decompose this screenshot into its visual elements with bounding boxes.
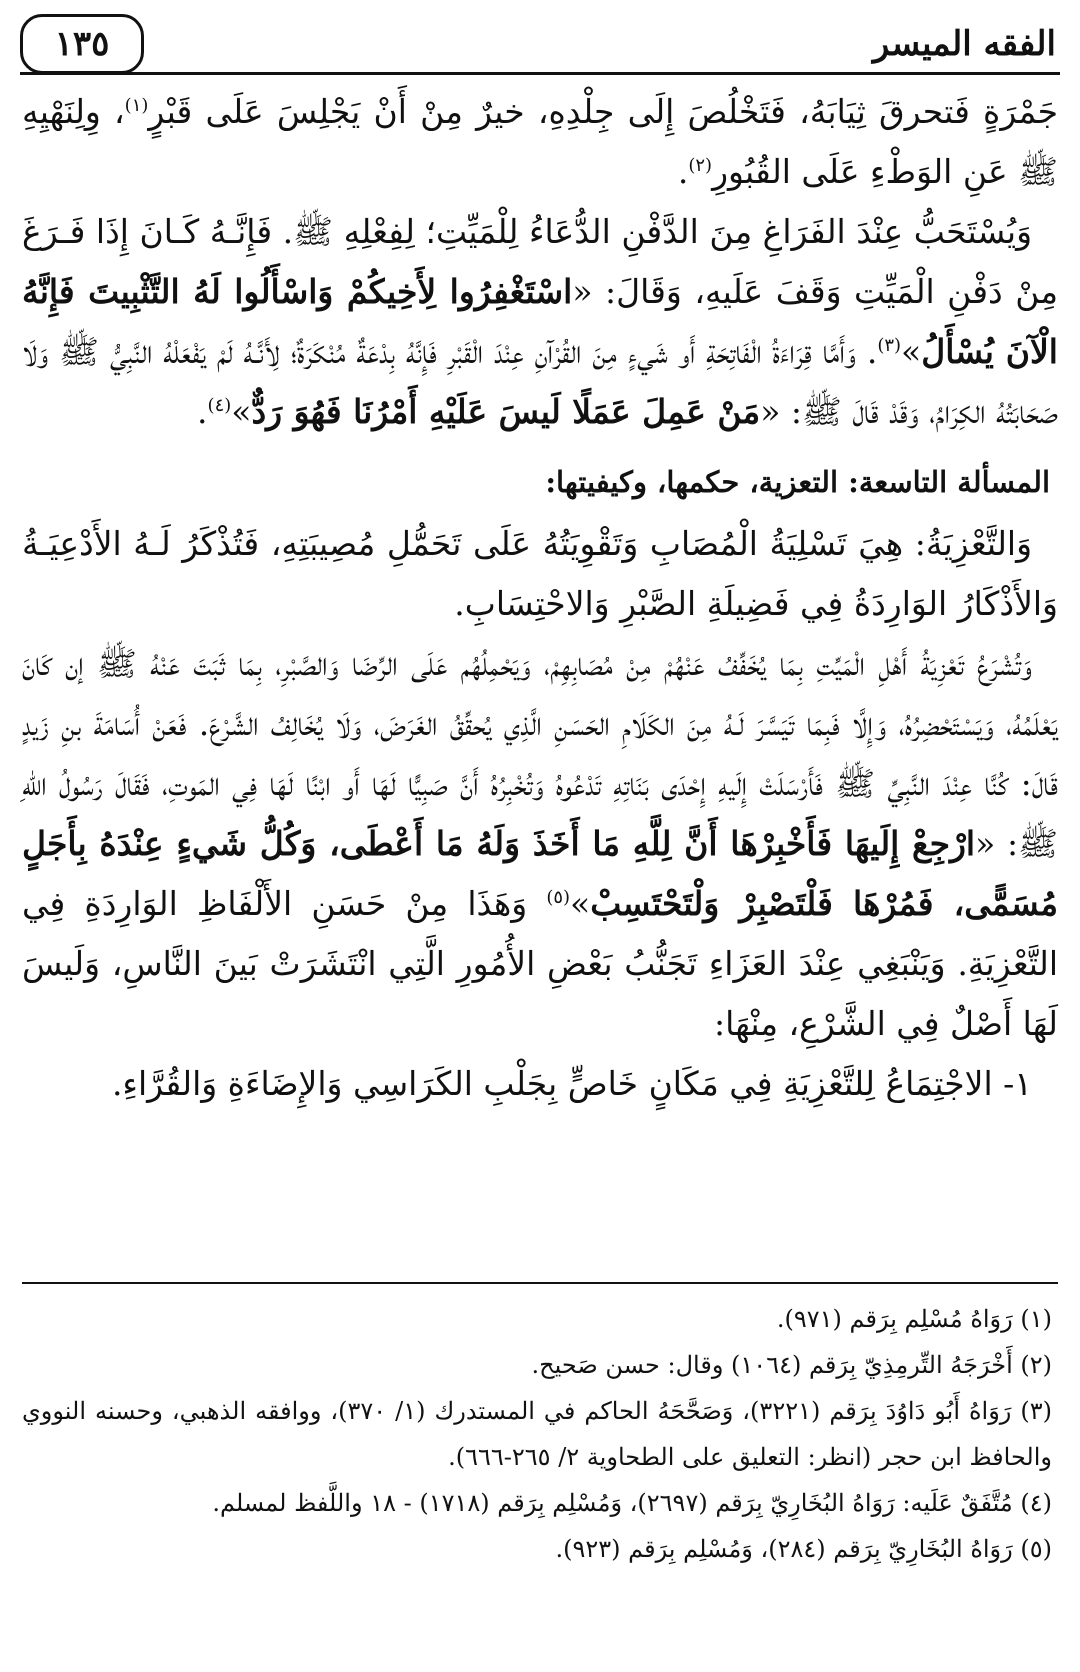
text-span: . وَأَمَّا قِرَاءَةُ الْفَاتِحَةِ أَو شَيءٍ مِنَ القُرْآنِ عِنْدَ الْقَبْرِ فَإِنَّهُ بِدْعَةٌ مُنْكَرَةٌ؛ لِأَنَّـهُ لَمْ يَفْعَلْهُ النَّبِيُّ ﷺ وَلَا صَحَابَتُهُ الكِرَامُ، وَقَدْ قَالَ ﷺ: «: [22, 332, 1058, 431]
hadith-quote: مَنْ عَمِلَ عَمَلًا لَيسَ عَلَيْهِ أَمْرُنَا فَهُوَ رَدٌّ: [251, 392, 761, 431]
header-divider: [20, 72, 1060, 75]
footnotes: [22, 1296, 1058, 1572]
footnote-ref-1: (١): [124, 95, 149, 116]
list-item-1: ١- الاجْتِمَاعُ لِلتَّعْزِيَةِ فِي مَكَانٍ خَاصٍّ بِجَلْبِ الكَرَاسِي وَالإِضَاءَةِ وَالقُرَّاءِ.: [111, 1064, 1032, 1103]
text-span: وَيُسْتَحَبُّ عِنْدَ الفَرَاغِ مِنَ الدَّفْنِ الدُّعَاءُ لِلْمَيِّتِ؛ لِفِعْلِهِ ﷺ. فَإِنَّـهُ كَـانَ إِذَا فَـرَغَ مِنْ دَفْنِ الْمَيِّتِ وَقَفَ عَلَيهِ، وَقَالَ: «: [22, 212, 1058, 311]
footnote-ref-3: (٣): [877, 335, 902, 356]
footnote: (١) رَوَاهُ مُسْلِم بِرَقم (٩٧١).: [776, 1305, 1052, 1333]
footnote: (٢) أَخْرَجَهُ التِّرمِذِيّ بِرَقم (١٠٦٤) وقال: حسن صَحيح.: [531, 1351, 1052, 1379]
footnote-ref-5: (٥): [546, 887, 571, 908]
text-span: وَهَذَا مِنْ حَسَنِ الأَلْفَاظِ الوَارِدَةِ فِي التَّعْزِيَةِ. وَيَنْبَغِي عِنْدَ العَزَاءِ تَجَنُّبُ بَعْضِ الأُمُورِ الَّتِي انْتَشَرَتْ بَينَ النَّاسِ، وَلَيسَ لَهَا أَصْلٌ فِي الشَّرْعِ، مِنْهَا:: [22, 884, 1058, 1043]
text-span: ، وِلِنَهْيِهِ ﷺ عَنِ الوَطْءِ عَلَى القُبُورِ: [22, 92, 1058, 191]
page-header: [20, 12, 1056, 74]
footnote: (٥) رَوَاهُ البُخَارِيّ بِرَقم (٢٨٤)، وَمُسْلِم بِرَقم (٩٢٣).: [555, 1535, 1052, 1563]
book-title: الفقه الميسر: [872, 24, 1056, 64]
text-span: »: [570, 884, 591, 923]
section-heading: المسألة التاسعة: التعزية، حكمها، وكيفيتها:: [545, 465, 1050, 499]
paragraph-1: [22, 82, 1058, 202]
text-span: جَمْرَةٍ فَتحرقَ ثِيَابَهُ، فَتَخْلُصَ إِلَى جِلْدِهِ، خيرٌ مِنْ أَنْ يَجْلِسَ عَلَى قَبْرٍ: [148, 92, 1058, 131]
page-number: ١٣٥: [20, 14, 144, 74]
text-span: وَتُشْرَعُ تَعْزِيَةُ أَهْلِ الْمَيِّتِ بِمَا يُخَفِّفُ عَنْهُمْ مِنْ مُصَابِهِمْ، وَيَحْمِلُهُم عَلَى الرِّضَا وَالصَّبْرِ، بِمَا ثَبَتَ عَنْهُ ﷺ إن كَانَ يَعْلَمُهُ، وَيَسْتَحْضِرُهُ، وَإِلَّا فَبِمَا تَيَسَّرَ لَـهُ مِنَ الكَلَامِ الحَسَنِ الَّذِي يُحقِّقُ الغَرَضَ، وَلَا يُخَالِفُ الشَّرْعَ. فَعَنْ أُسَامَةَ بنِ زَيدٍ قَالَ: كُنَّا عِنْدَ النَّبِيِّ ﷺ فَأَرْسَلَتْ إِلَيهِ إِحْدَى بَنَاتِهِ تَدْعُوهُ وَتُخْبِرُهُ أَنَّ صَبِيًّا لَهَا أَو ابْنًا لَهَا فِي المَوتِ، فَقَالَ رَسُولُ اللهِ ﷺ: «: [22, 644, 1058, 863]
main-text: [22, 82, 1058, 1114]
hadith-quote: ارْجِعْ إِلَيهَا فَأَخْبِرْهَا أَنَّ لِلَّهِ مَا أَخَذَ وَلَهُ مَا أَعْطَى، وَكُلُّ شَيءٍ عِنْدَهُ بِأَجَلٍ مُسَمًّى، فَمُرْهَا فَلْتَصْبِرْ وَلْتَحْتَسِبْ: [22, 824, 1058, 923]
footnotes-divider: [22, 1282, 1058, 1284]
paragraph-2: [22, 202, 1058, 442]
footnote-ref-2: (٢): [688, 155, 713, 176]
hadith-quote: اسْتَغْفِرُوا لِأَخِيكُمْ وَاسْأَلُوا لَهُ التَّثْبِيتَ فَإِنَّهُ الْآنَ يُسْأَلُ: [22, 272, 1058, 371]
footnote-ref-4: (٤): [207, 395, 232, 416]
paragraph-4: [22, 634, 1058, 1054]
text-span: »: [901, 332, 922, 371]
text-span: »: [231, 392, 252, 431]
footnote: (٣) رَوَاهُ أَبُو دَاوُدَ بِرَقم (٣٢٢١)، وَصَحَّحَهُ الحاكم في المستدرك (١/ ٣٧٠)، ووافقه الذهبي، وحسنه النووي والحافظ ابن حجر (انظر: التعليق على الطحاوية ٢/ ٢٦٥-٦٦٦).: [22, 1397, 1053, 1471]
text-span: .: [677, 152, 689, 191]
paragraph-3: وَالتَّعْزِيَةُ: هِيَ تَسْلِيَةُ الْمُصَابِ وَتَقْوِيَتُهُ عَلَى تَحَمُّلِ مُصِيبَتِهِ، فَتُذْكَرُ لَـهُ الأَدْعِيَـةُ وَالأَذْكَارُ الوَارِدَةُ فِي فَضِيلَةِ الصَّبْرِ وَالاحْتِسَابِ.: [22, 524, 1058, 623]
footnote: (٤) مُتَّفَقٌ عَلَيه: رَوَاهُ البُخَارِيّ بِرَقم (٢٦٩٧)، وَمُسْلِم بِرَقم (١٧١٨) - ١٨ واللَّفظ لمسلم.: [212, 1489, 1052, 1517]
text-span: .: [197, 392, 208, 431]
